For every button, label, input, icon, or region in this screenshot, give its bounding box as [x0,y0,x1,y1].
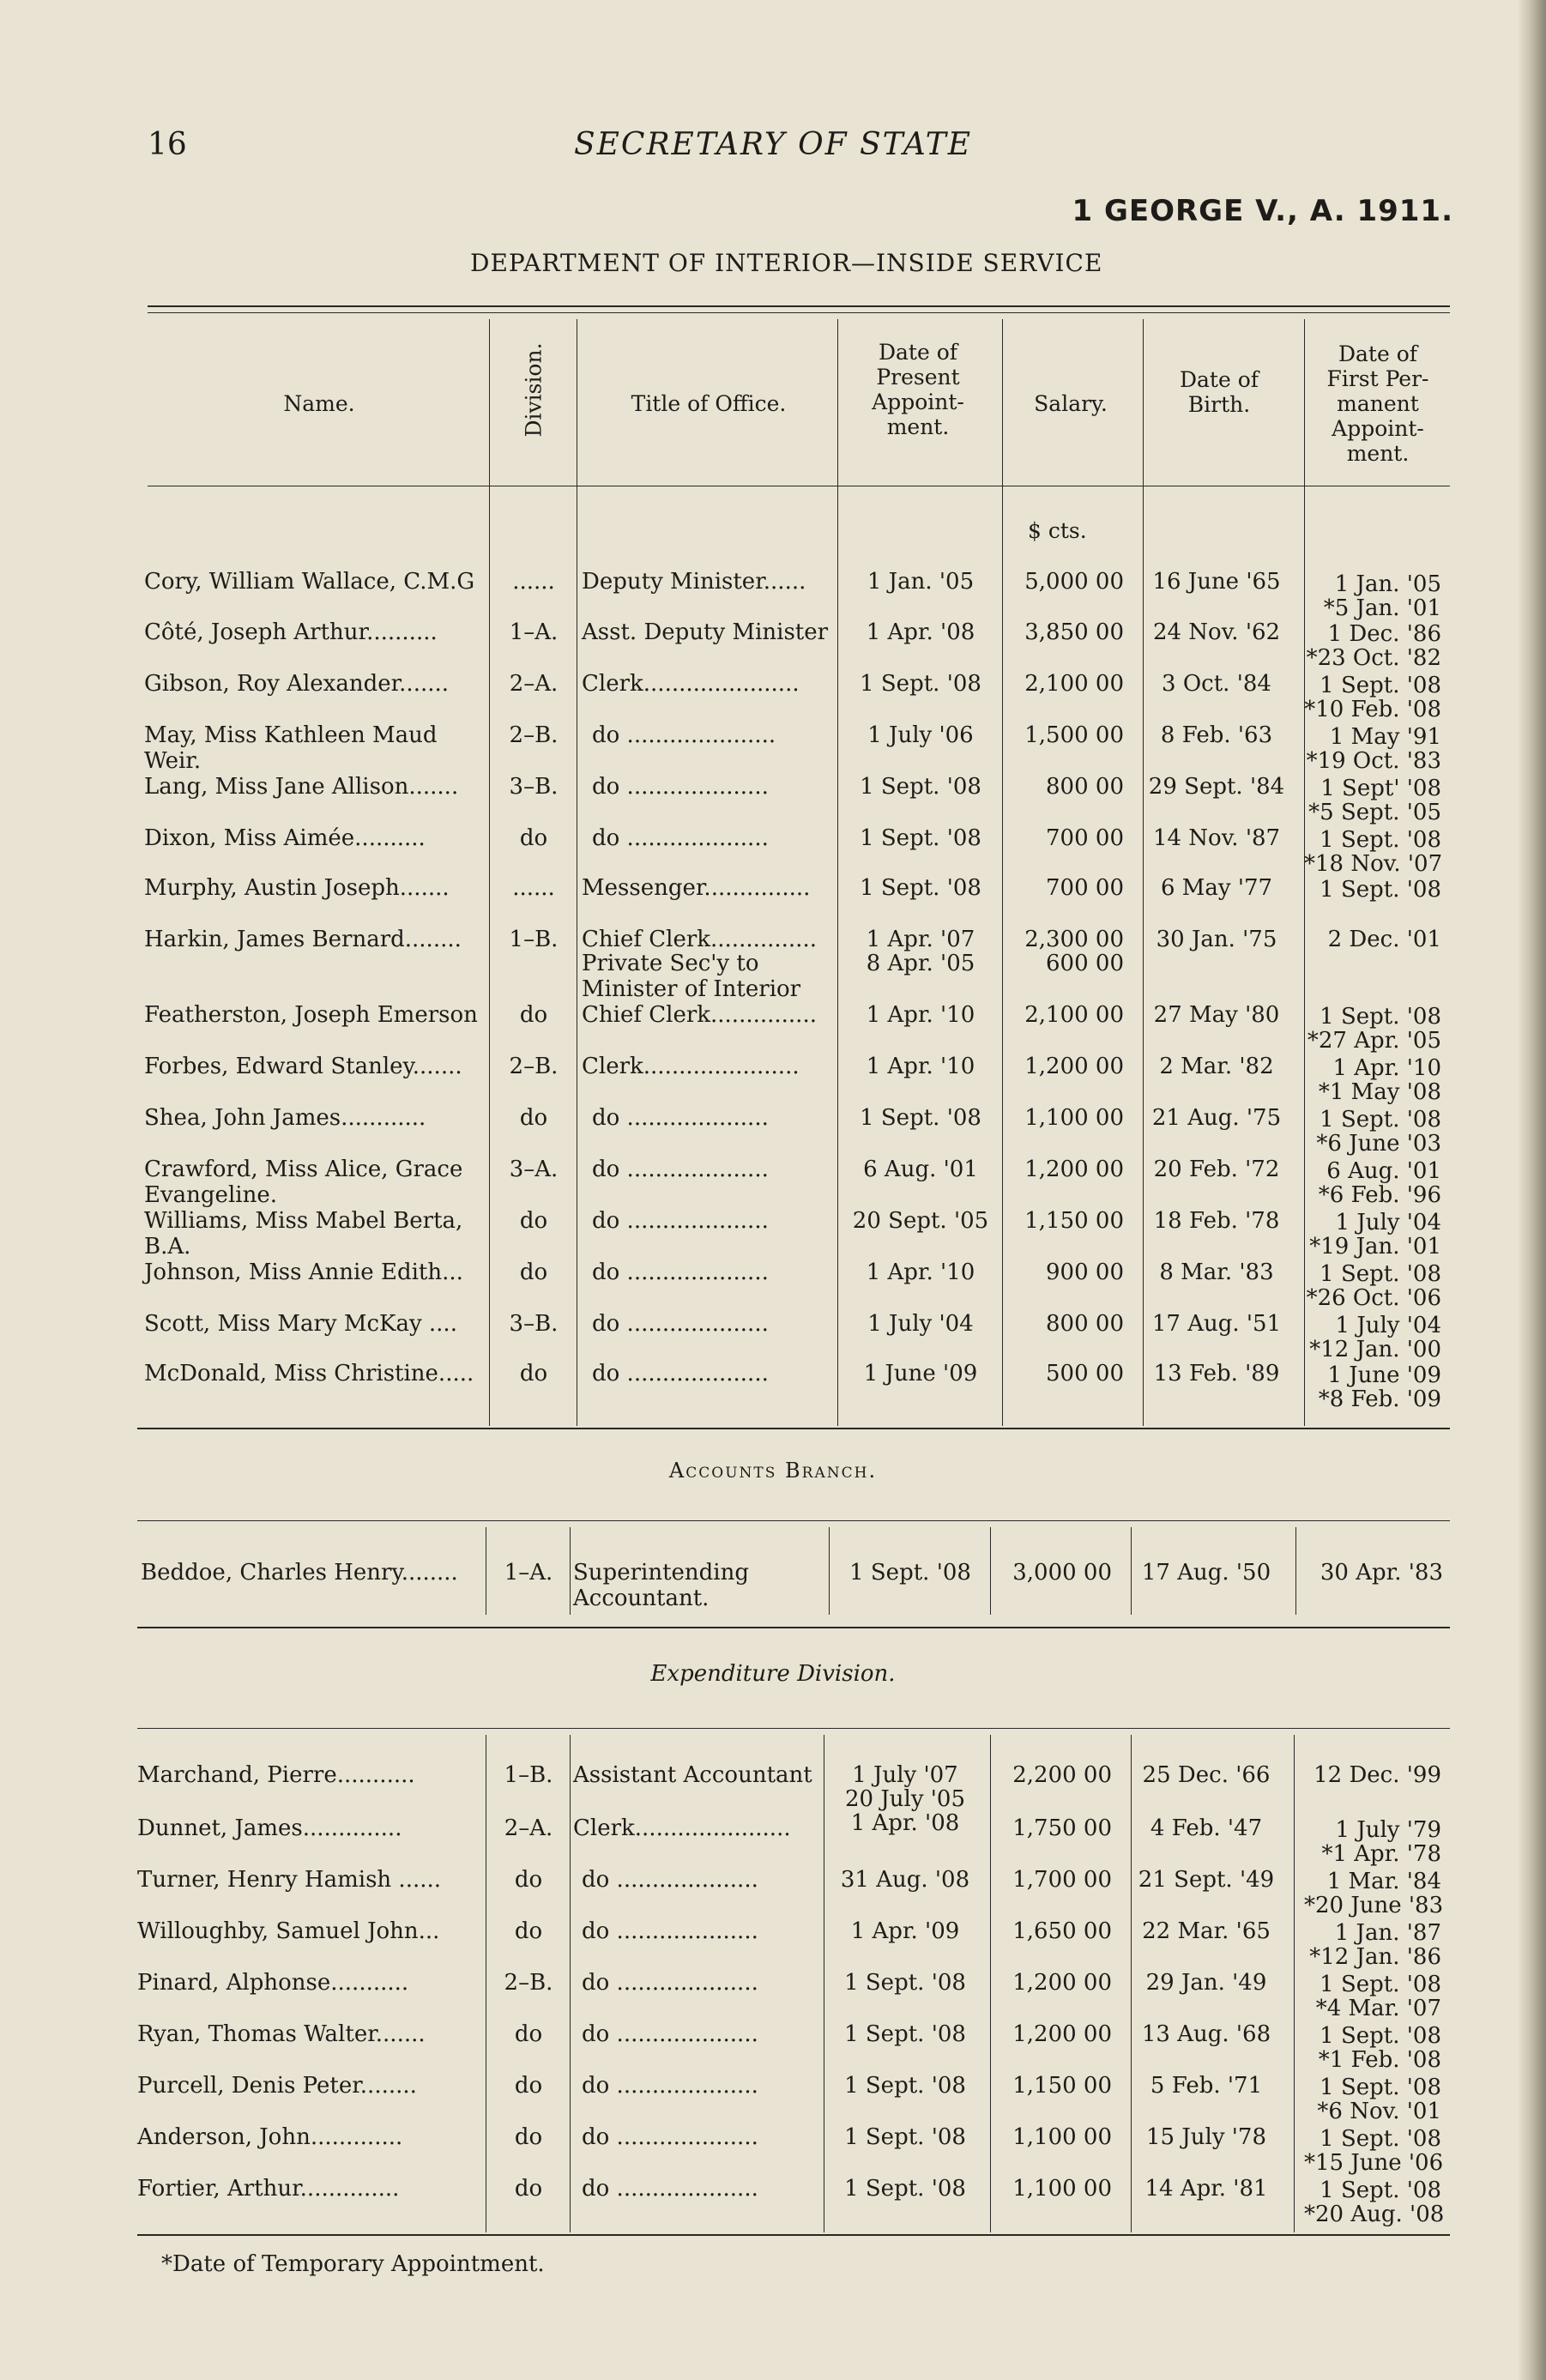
row-first-appointment: 12 Dec. '99 [1313,1762,1441,1788]
row-division: 3–B. [509,1311,559,1337]
row-division: do [519,1361,548,1386]
acc-rule-6 [1295,1527,1296,1615]
row-division: 2–B. [504,1970,553,1996]
row-appointment: 1 Sept. '08 [860,875,981,901]
row-salary: 700 00 [1046,875,1124,901]
row-division: do [514,2124,543,2150]
col-rule-1 [489,319,490,1426]
row-title: do .................... [592,1105,769,1131]
row-division: ...... [512,569,555,595]
row-birth: 21 Aug. '75 [1151,1105,1282,1131]
row-name: Featherston, Joseph Emerson [144,1002,478,1028]
row-title: do .................... [582,2021,758,2047]
row-temp-note: *1 May '08 [1318,1079,1441,1105]
row-title: do .................... [592,1208,769,1234]
row-name: May, Miss Kathleen Maud Weir. [144,722,438,774]
row-first-appointment: 1 July '04 [1335,1210,1441,1235]
row-first-appointment: 1 Sept. '08 [1320,877,1441,903]
row-salary: 5,000 00 [1024,569,1124,595]
row-first-appointment: 1 June '09 [1327,1362,1441,1388]
row-title: Clerk...................... [582,1054,800,1079]
row-appointment: 1 Apr. '10 [866,1259,975,1285]
row-birth: 13 Feb. '89 [1153,1361,1280,1386]
row-name: Anderson, John............. [137,2124,403,2150]
row-first-appointment: 2 Dec. '01 [1327,927,1441,952]
row-birth: 14 Apr. '81 [1144,2176,1268,2202]
accounts-bottom-rule [137,1627,1450,1628]
row-first-appointment: 1 Mar. '84 [1326,1869,1441,1894]
row-salary: 1,200 00 [1024,1054,1124,1079]
row-birth: 22 Mar. '65 [1142,1918,1271,1944]
row-title: Chief Clerk............... [582,1002,817,1028]
row-birth: 2 Mar. '82 [1159,1054,1274,1079]
table-top-rule [148,305,1450,307]
row-division: ...... [512,875,555,901]
row-appointment: 1 Sept. '08 [860,671,981,697]
row-birth: 3 Oct. '84 [1162,671,1271,697]
row-title: Clerk...................... [573,1815,791,1841]
row-first-appointment: 30 Apr. '83 [1320,1560,1443,1586]
row-appointment-2: 20 July '05 [844,1786,966,1812]
row-appointment: 31 Aug. '08 [840,1867,970,1893]
row-temp-note: *20 Aug. '08 [1304,2202,1445,2227]
row-division: do [519,1105,548,1131]
row-birth: 15 July '78 [1145,2124,1267,2150]
expenditure-bottom-rule [137,2234,1450,2236]
col-division: Division. [521,342,547,438]
row-salary: 1,500 00 [1024,722,1124,748]
row-title: Messenger............... [582,875,811,901]
acc-rule-3 [829,1527,830,1615]
row-appointment: 1 Apr. '08 [866,619,975,645]
col-first-appointment: Date of First Per- manent Appoint- ment. [1326,341,1429,466]
row-salary: 1,100 00 [1012,2124,1112,2150]
row-temp-note: *10 Feb. '08 [1304,697,1441,722]
row-name: Ryan, Thomas Walter....... [137,2021,426,2047]
table-top-rule-2 [148,312,1450,313]
row-first-appointment: 1 Apr. '10 [1332,1055,1441,1081]
row-temp-note: *15 June '06 [1304,2150,1444,2176]
row-title: Clerk...................... [582,671,800,697]
accounts-top-rule [137,1520,1450,1521]
row-title: do .................... [592,1311,769,1337]
row-birth: 25 Dec. '66 [1142,1762,1271,1788]
row-division: do [519,1259,548,1285]
row-temp-note: *23 Oct. '82 [1306,645,1441,671]
row-name: Turner, Henry Hamish ...... [137,1867,442,1893]
row-temp-note: *27 Apr. '05 [1307,1028,1441,1054]
row-title: Deputy Minister...... [582,569,806,595]
row-title: do .................... [582,1970,758,1996]
row-division: 1–B. [509,927,559,952]
row-name: Harkin, James Bernard........ [144,927,462,952]
col-present-appointment: Date of Present Appoint- ment. [872,340,964,439]
row-appointment: 1 Jan. '05 [867,569,975,595]
row-name: Purcell, Denis Peter........ [137,2073,417,2099]
row-birth: 29 Jan. '49 [1145,1970,1267,1996]
row-first-appointment: 1 Sept. '08 [1320,1261,1441,1287]
row-salary: 1,150 00 [1012,2073,1112,2099]
row-temp-note: *1 Apr. '78 [1321,1841,1441,1867]
col-salary: Salary. [1034,391,1108,416]
row-first-appointment: 1 Sept. '08 [1320,2126,1441,2152]
page-edge [1517,0,1546,2380]
row-appointment: 20 Sept. '05 [852,1208,989,1234]
row-title: Asst. Deputy Minister [582,619,829,645]
row-salary: 3,000 00 [1012,1560,1112,1586]
row-salary: 2,300 00 [1024,927,1124,952]
row-salary: 800 00 [1046,1311,1124,1337]
row-temp-note: *8 Feb. '09 [1318,1386,1441,1412]
department-title: DEPARTMENT OF INTERIOR—INSIDE SERVICE [470,249,1103,277]
row-salary: 800 00 [1046,774,1124,800]
row-division: do [514,1867,543,1893]
row-title: do .................... [592,825,769,851]
acc-rule-5 [1131,1527,1132,1615]
row-division: 3–B. [509,774,559,800]
row-temp-note: *18 Nov. '07 [1304,851,1443,877]
row-first-appointment: 6 Aug. '01 [1326,1158,1441,1184]
row-birth: 8 Feb. '63 [1160,722,1273,748]
expenditure-division-title: Expenditure Division. [650,1661,896,1687]
row-name: Murphy, Austin Joseph....... [144,875,450,901]
row-title: do .................... [582,2176,758,2202]
row-birth: 30 Jan. '75 [1156,927,1277,952]
row-appointment: 1 Sept. '08 [849,1560,971,1586]
row-name: Forbes, Edward Stanley....... [144,1054,462,1079]
row-temp-note: *19 Oct. '83 [1306,748,1441,774]
row-first-appointment: 1 Sept. '08 [1320,2023,1441,2049]
exp-rule-6 [1294,1735,1295,2232]
row-salary: 1,650 00 [1012,1918,1112,1944]
row-name: Williams, Miss Mabel Berta, B.A. [144,1208,463,1259]
row-birth: 21 Sept. '49 [1138,1867,1275,1893]
row-title: do .................... [592,774,769,800]
expenditure-top-rule [137,1728,1450,1729]
row-temp-note: *1 Feb. '08 [1318,2047,1441,2073]
row-birth: 29 Sept. '84 [1148,774,1285,800]
row-first-appointment: 1 Sept. '08 [1320,1004,1441,1030]
row-appointment: 1 July '06 [867,722,974,748]
row-title: do ..................... [592,722,776,748]
row-birth: 13 Aug. '68 [1141,2021,1271,2047]
row-division: 2–A. [504,1815,553,1841]
row-appointment: 1 Apr. '10 [866,1002,975,1028]
row-temp-note: *6 June '03 [1316,1131,1441,1157]
row-name: Scott, Miss Mary McKay .... [144,1311,457,1337]
col-rule-3 [837,319,838,1426]
row-temp-note: *5 Jan. '01 [1323,595,1441,621]
row-first-appointment: 1 July '79 [1335,1817,1441,1843]
running-title: SECRETARY OF STATE [573,127,973,162]
row-title: do .................... [592,1259,769,1285]
row-birth: 20 Feb. '72 [1153,1157,1280,1182]
row-name: Johnson, Miss Annie Edith... [144,1259,463,1285]
row-division: 2–B. [509,722,559,748]
row-first-appointment: 1 Sept' '08 [1320,776,1441,801]
row-title: do .................... [582,2124,758,2150]
accounts-branch-title: Accounts Branch. [668,1459,878,1483]
row-name: Gibson, Roy Alexander....... [144,671,450,697]
row-title: do .................... [582,1918,758,1944]
row-birth: 16 June '65 [1152,569,1281,595]
col-rule-5 [1143,319,1144,1426]
row-salary: 500 00 [1046,1361,1124,1386]
row-first-appointment: 1 Sept. '08 [1320,1107,1441,1133]
row-temp-note: *12 Jan. '86 [1309,1944,1441,1970]
page-number: 16 [148,127,187,162]
col-birth: Date of Birth. [1179,367,1259,417]
row-birth: 27 May '80 [1153,1002,1280,1028]
row-division: do [514,2176,543,2202]
row-division: do [514,2021,543,2047]
col-name: Name. [283,391,355,416]
row-division: do [519,1002,548,1028]
row-birth: 6 May '77 [1160,875,1273,901]
exp-rule-5 [1131,1735,1132,2232]
row-temp-note: *26 Oct. '06 [1306,1285,1441,1311]
row-temp-note: *5 Sept. '05 [1308,800,1441,825]
row-division: 1–A. [509,619,559,645]
row-name: Fortier, Arthur.............. [137,2176,400,2202]
row-title: do .................... [592,1157,769,1182]
row-title: Assistant Accountant [573,1762,812,1788]
row-appointment: 1 Sept. '08 [860,774,981,800]
row-first-appointment: 1 Sept. '08 [1320,2178,1441,2203]
row-appointment: 1 Sept. '08 [860,1105,981,1131]
row-division: 2–B. [509,1054,559,1079]
row-temp-note: *6 Feb. '96 [1318,1182,1441,1208]
row-name: Beddoe, Charles Henry........ [141,1560,458,1586]
row-name: Marchand, Pierre........... [137,1762,415,1788]
row-salary: 2,100 00 [1024,1002,1124,1028]
row-appointment: 1 Sept. '08 [844,2176,966,2202]
row-title: do .................... [582,1867,758,1893]
row-title: Chief Clerk............... [582,927,817,952]
row-salary: 2,100 00 [1024,671,1124,697]
row-appointment: 1 Sept. '08 [844,2021,966,2047]
row-salary: 1,700 00 [1012,1867,1112,1893]
row-temp-note: *20 June '83 [1304,1893,1444,1918]
row-salary: 700 00 [1046,825,1124,851]
row-salary: 1,200 00 [1012,2021,1112,2047]
row-salary: 2,200 00 [1012,1762,1112,1788]
salary-units: $ cts. [1028,518,1087,543]
row-appointment: 1 July '04 [867,1311,974,1337]
row-name: Crawford, Miss Alice, Grace Evangeline. [144,1157,463,1208]
session-label: 1 GEORGE V., A. 1911. [1072,194,1453,228]
row-first-appointment: 1 Sept. '08 [1320,1972,1441,1997]
row-birth: 4 Feb. '47 [1150,1815,1263,1841]
col-title: Title of Office. [631,391,787,416]
row-name: Cory, William Wallace, C.M.G [144,569,475,595]
row-division: do [519,825,548,851]
row-temp-note: *12 Jan. '00 [1309,1337,1441,1362]
row-title: Private Sec'y to Minister of Interior [582,951,801,1002]
row-division: 2–A. [509,671,559,697]
row-birth: 8 Mar. '83 [1159,1259,1274,1285]
row-salary: 3,850 00 [1024,619,1124,645]
row-birth: 24 Nov. '62 [1152,619,1281,645]
row-salary: 1,750 00 [1012,1815,1112,1841]
row-first-appointment: 1 Sept. '08 [1320,2075,1441,2100]
row-name: Pinard, Alphonse........... [137,1970,409,1996]
row-temp-note: *6 Nov. '01 [1317,2099,1441,2124]
row-temp-note: *4 Mar. '07 [1315,1996,1441,2021]
row-first-appointment: 1 Jan. '87 [1334,1920,1441,1946]
row-salary: 900 00 [1046,1259,1124,1285]
row-division: do [519,1208,548,1234]
row-birth: 17 Aug. '50 [1141,1560,1271,1586]
row-salary: 1,100 00 [1024,1105,1124,1131]
row-title: do .................... [582,2073,758,2099]
row-birth: 14 Nov. '87 [1152,825,1281,851]
row-salary: 1,200 00 [1012,1970,1112,1996]
row-name: Dixon, Miss Aimée.......... [144,825,426,851]
row-division: 1–A. [504,1560,553,1586]
row-appointment: 6 Aug. '01 [863,1157,978,1182]
row-first-appointment: 1 Sept. '08 [1320,827,1441,853]
row-appointment: 1 Sept. '08 [860,825,981,851]
row-appointment: 1 June '09 [863,1361,978,1386]
row-birth: 17 Aug. '51 [1151,1311,1282,1337]
row-salary: 1,100 00 [1012,2176,1112,2202]
row-division: do [514,2073,543,2099]
row-first-appointment: 1 Dec. '86 [1327,621,1441,647]
row-temp-note: *19 Jan. '01 [1309,1234,1441,1259]
row-first-appointment: 1 Jan. '05 [1334,571,1441,597]
row-appointment: 1 Apr. '10 [866,1054,975,1079]
row-appointment: 8 Apr. '05 [866,951,975,976]
row-name: McDonald, Miss Christine..... [144,1361,474,1386]
row-first-appointment: 1 May '91 [1329,724,1441,750]
row-appointment: 1 Apr. '09 [850,1918,960,1944]
row-name: Côté, Joseph Arthur.......... [144,619,438,645]
row-division: do [514,1918,543,1944]
row-title: do .................... [592,1361,769,1386]
row-name: Willoughby, Samuel John... [137,1918,440,1944]
row-name: Dunnet, James.............. [137,1815,402,1841]
row-salary: 600 00 [1046,951,1124,976]
row-birth: 18 Feb. '78 [1153,1208,1280,1234]
row-salary: 1,200 00 [1024,1157,1124,1182]
row-first-appointment: 1 Sept. '08 [1320,673,1441,698]
footnote: *Date of Temporary Appointment. [161,2251,545,2277]
row-appointment: 1 Sept. '08 [844,1970,966,1996]
main-table-bottom-rule [137,1428,1450,1429]
row-appointment: 1 Sept. '08 [844,2124,966,2150]
row-appointment: 1 Apr. '08 [850,1810,960,1836]
row-birth: 5 Feb. '71 [1150,2073,1263,2099]
row-title: Superintending Accountant. [573,1560,750,1611]
row-appointment: 1 Apr. '07 [866,927,975,952]
row-salary: 1,150 00 [1024,1208,1124,1234]
row-appointment: 1 July '07 [852,1762,958,1788]
row-first-appointment: 1 July '04 [1335,1313,1441,1338]
row-division: 1–B. [504,1762,553,1788]
row-name: Lang, Miss Jane Allison....... [144,774,459,800]
row-name: Shea, John James............ [144,1105,426,1131]
row-appointment: 1 Sept. '08 [844,2073,966,2099]
row-division: 3–A. [509,1157,559,1182]
